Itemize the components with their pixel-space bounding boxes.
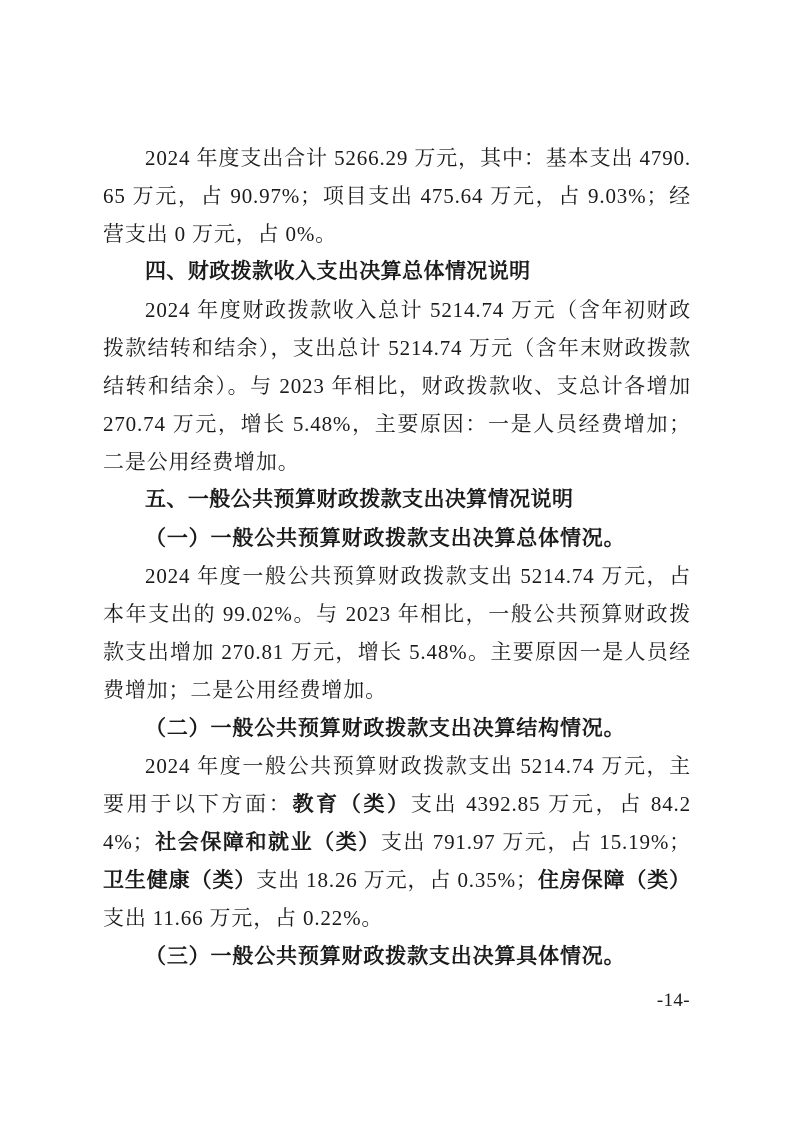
bold-text-segment: （一）一般公共预算财政拨款支出决算总体情况。: [145, 526, 626, 550]
paragraph: [103, 291, 691, 481]
bold-text-segment: 社会保障和就业（类）: [154, 830, 381, 854]
page-number: -14-: [656, 990, 690, 1011]
text-segment: 2024 年度财政拨款收入总计 5214.74 万元（含年初财政拨款结转和结余），支出总计 5214.74 万元（含年末财政拨款结转和结余）。与 2023 年相比，财政拨款收、支总计各增加 270.74 万元，增长 5.48%，主要原因：一是人员经费增加；二是公用经费增加。: [103, 298, 691, 474]
document-body: [103, 139, 691, 975]
paragraph: [103, 557, 691, 709]
bold-text-segment: 教育（类）: [292, 792, 411, 816]
bold-text-segment: 卫生健康（类）: [103, 868, 257, 892]
subheading: [103, 937, 691, 975]
paragraph: [103, 747, 691, 937]
text-segment: 支出 4392.85 万元，占 84.24%；: [103, 792, 691, 854]
bold-text-segment: 住房保障（类）: [537, 868, 692, 892]
paragraph: [103, 139, 691, 253]
text-segment: 2024 年度一般公共预算财政拨款支出 5214.74 万元，主要用于以下方面：: [103, 754, 691, 816]
bold-text-segment: 五、一般公共预算财政拨款支出决算情况说明: [145, 488, 574, 511]
subheading: [103, 709, 691, 747]
text-segment: 2024 年度支出合计 5266.29 万元，其中：基本支出 4790.65 万元，占 90.97%；项目支出 475.64 万元，占 9.03%；经营支出 0 万元，占 0%。: [103, 146, 691, 246]
bold-text-segment: （二）一般公共预算财政拨款支出决算结构情况。: [145, 716, 626, 740]
subheading: [103, 519, 691, 557]
text-segment: 2024 年度一般公共预算财政拨款支出 5214.74 万元，占本年支出的 99.02%。与 2023 年相比，一般公共预算财政拨款支出增加 270.81 万元，增长 5.48%。主要原因一是人员经费增加；二是公用经费增加。: [103, 564, 691, 702]
text-segment: 支出 791.97 万元，占 15.19%；: [380, 830, 691, 854]
heading: [103, 481, 691, 519]
text-segment: 支出 11.66 万元，占 0.22%。: [103, 906, 384, 930]
text-segment: 支出 18.26 万元，占 0.35%；: [256, 868, 538, 892]
bold-text-segment: 四、财政拨款收入支出决算总体情况说明: [145, 260, 531, 283]
bold-text-segment: （三）一般公共预算财政拨款支出决算具体情况。: [145, 944, 626, 968]
heading: [103, 253, 691, 291]
